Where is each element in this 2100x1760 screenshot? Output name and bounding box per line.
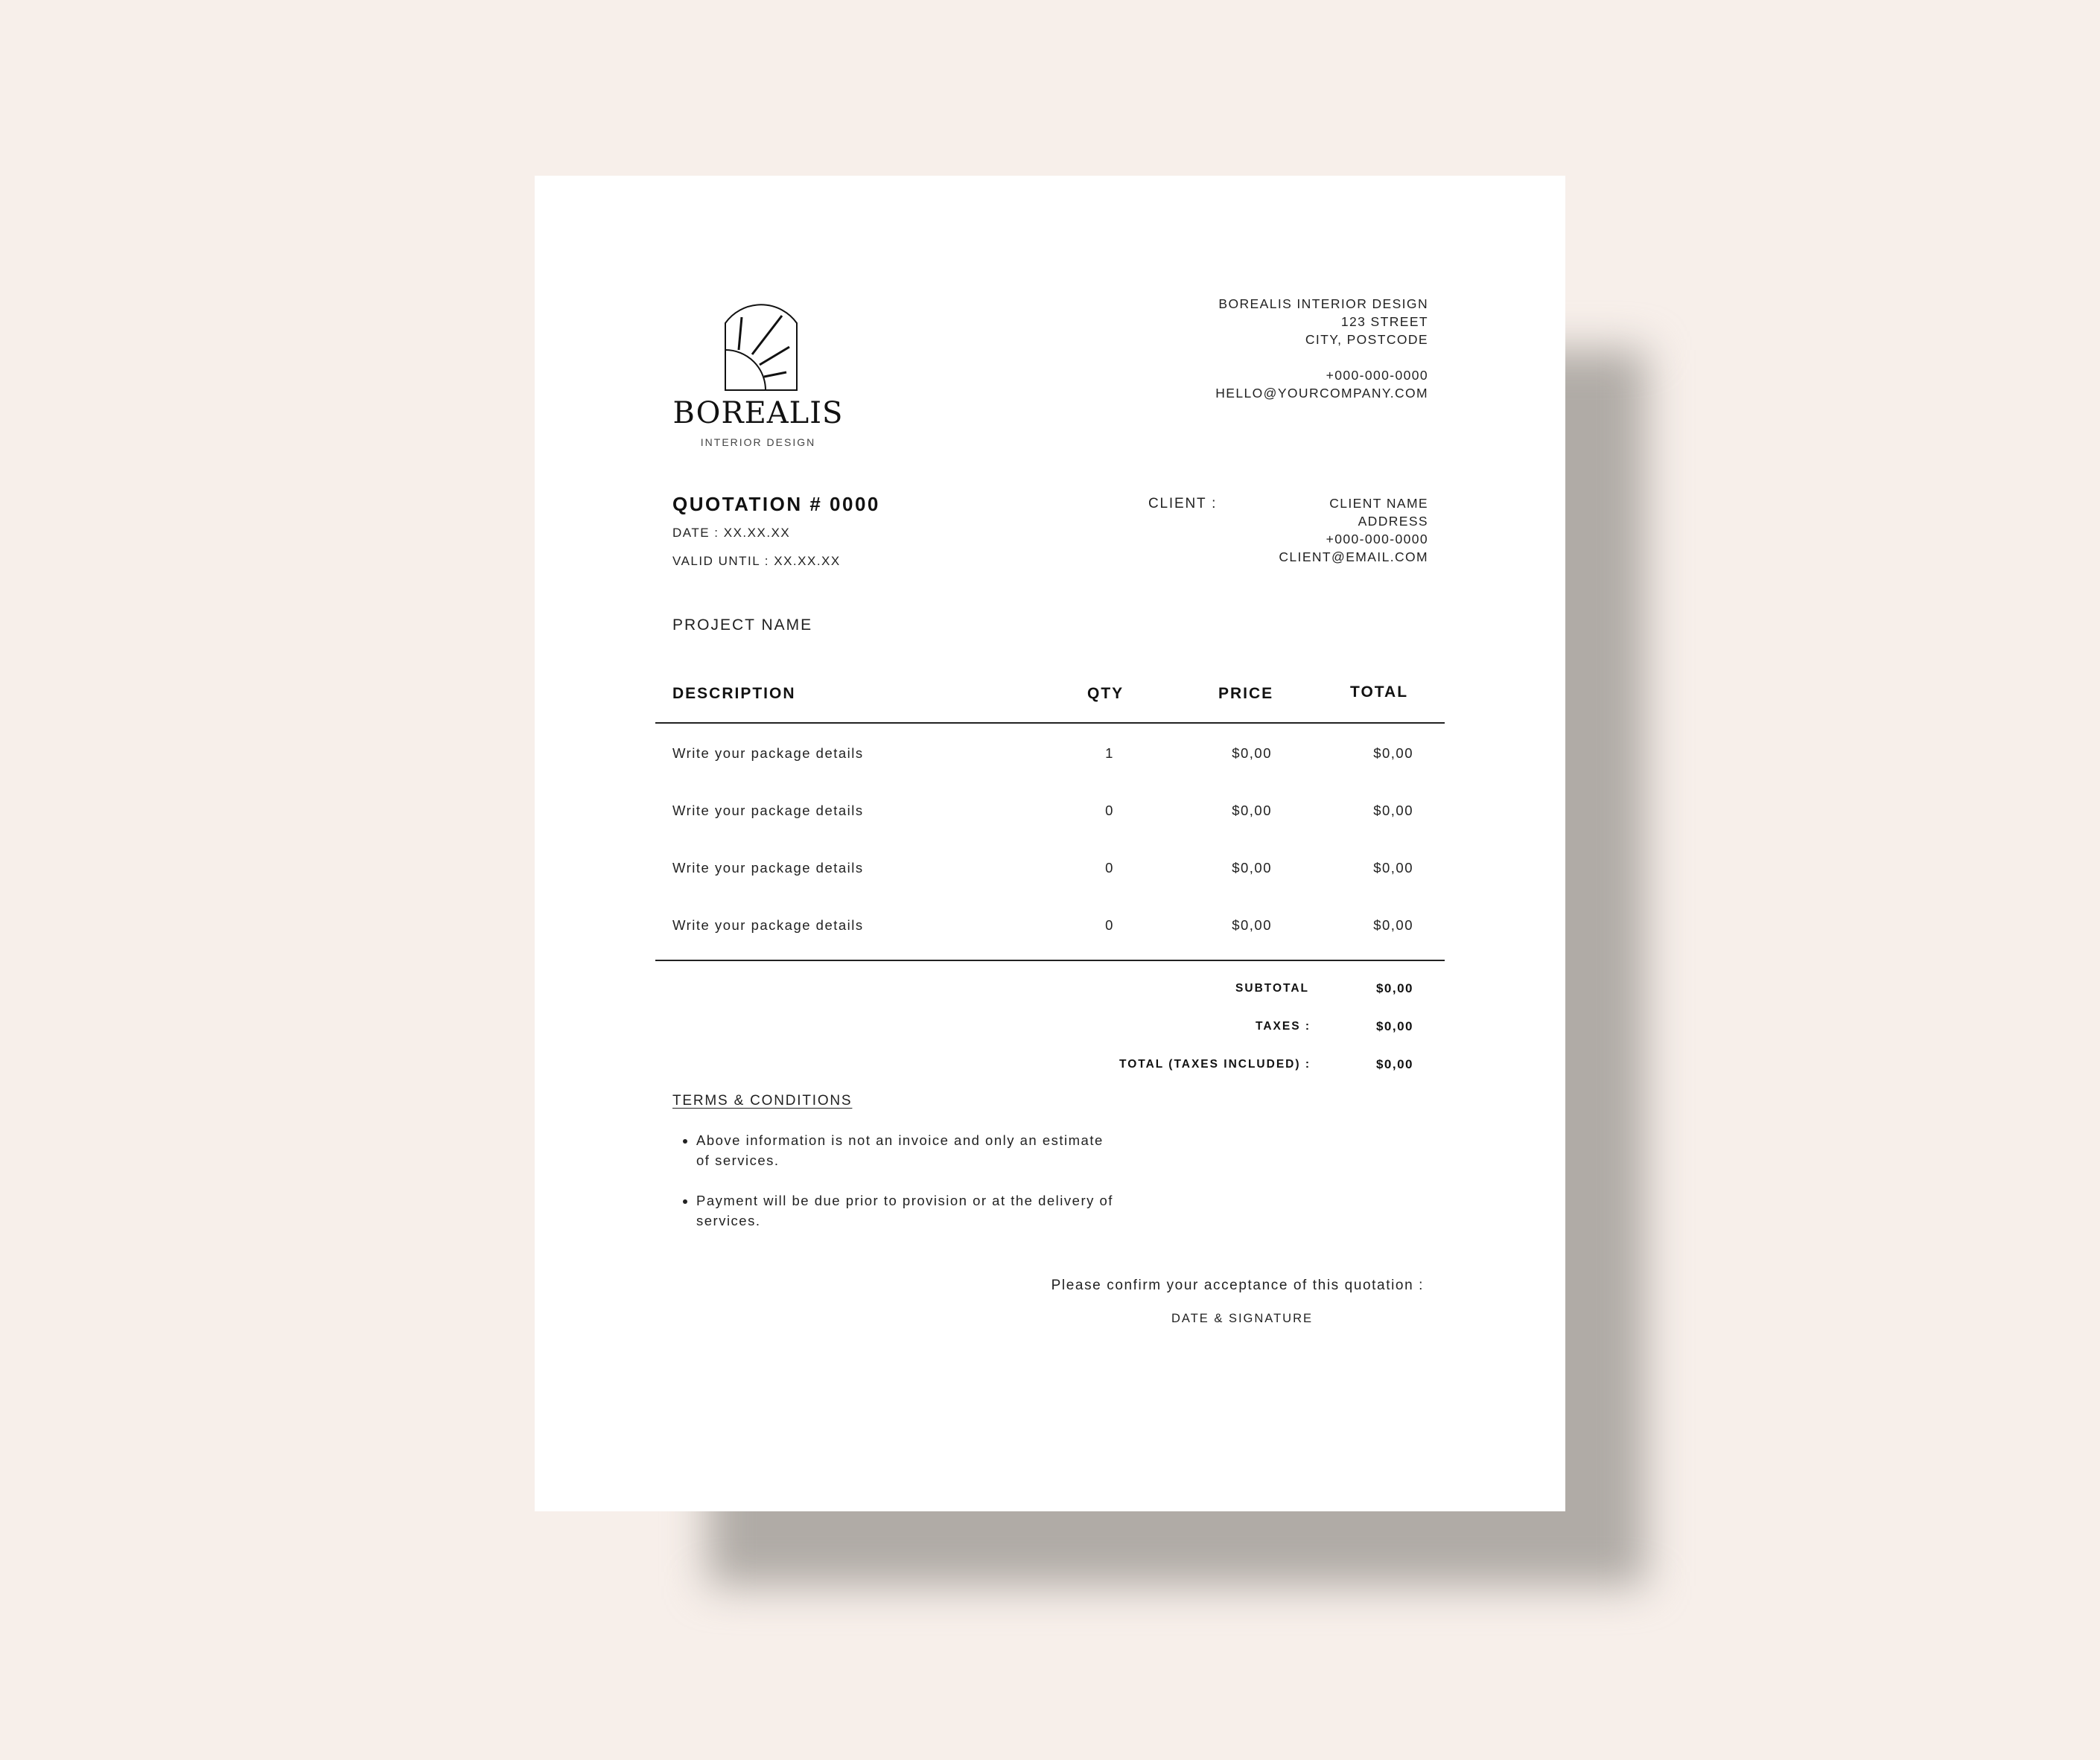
row-price: $0,00: [1232, 803, 1272, 818]
client-phone: +000-000-0000: [1326, 532, 1428, 546]
client-address: ADDRESS: [1358, 514, 1428, 529]
brand-tagline: INTERIOR DESIGN: [700, 436, 816, 448]
table-row: [535, 745, 1565, 768]
subtotal-label: SUBTOTAL: [1235, 982, 1309, 995]
client-name: CLIENT NAME: [1329, 496, 1428, 511]
row-qty: 0: [1105, 917, 1114, 933]
row-price: $0,00: [1232, 917, 1272, 933]
table-bottom-rule: [655, 960, 1445, 961]
row-total: $0,00: [1373, 860, 1413, 876]
terms-item: • Payment will be due prior to provision or at the delivery of services.: [696, 1190, 1113, 1231]
row-description: Write your package details: [672, 860, 864, 876]
table-top-rule: [655, 722, 1445, 724]
taxes-label: TAXES :: [1256, 1020, 1311, 1033]
row-qty: 0: [1105, 803, 1114, 818]
total-label: TOTAL (TAXES INCLUDED) :: [1119, 1058, 1311, 1071]
company-name: BOREALIS INTERIOR DESIGN: [1218, 296, 1428, 311]
header-description: DESCRIPTION: [672, 685, 796, 702]
header-price: PRICE: [1218, 685, 1274, 702]
row-price: $0,00: [1232, 745, 1272, 761]
header-total: TOTAL: [1350, 683, 1409, 701]
row-qty: 0: [1105, 860, 1114, 876]
subtotal-value: $0,00: [1375, 981, 1413, 995]
terms-list: [672, 1130, 1113, 1251]
quotation-number: QUOTATION # 0000: [672, 493, 880, 515]
arch-sunrise-icon: [709, 280, 806, 392]
header-qty: QTY: [1087, 685, 1124, 702]
row-total: $0,00: [1373, 803, 1413, 818]
row-qty: 1: [1105, 745, 1114, 761]
company-street: 123 STREET: [1340, 314, 1428, 329]
quotation-date: DATE : XX.XX.XX: [672, 526, 791, 540]
company-email: HELLO@YOURCOMPANY.COM: [1215, 386, 1428, 401]
table-row: [535, 803, 1565, 825]
quotation-page: [535, 176, 1565, 1511]
project-name: PROJECT NAME: [672, 616, 813, 634]
row-price: $0,00: [1232, 860, 1272, 876]
terms-item: • Above information is not an invoice and only an estimate of services.: [696, 1130, 1113, 1170]
company-city: CITY, POSTCODE: [1305, 332, 1428, 347]
row-description: Write your package details: [672, 917, 864, 933]
terms-title: TERMS & CONDITIONS: [672, 1093, 853, 1109]
signature-label: DATE & SIGNATURE: [1171, 1312, 1313, 1325]
client-email: CLIENT@EMAIL.COM: [1279, 549, 1428, 564]
quotation-valid-until: VALID UNTIL : XX.XX.XX: [672, 554, 841, 568]
confirmation-text: Please confirm your acceptance of this quotation :: [1051, 1278, 1424, 1293]
brand-name: BOREALIS: [672, 396, 844, 430]
table-row: [535, 860, 1565, 882]
row-description: Write your package details: [672, 745, 864, 761]
taxes-value: $0,00: [1375, 1019, 1413, 1033]
table-row: [535, 917, 1565, 940]
company-address-block: [1215, 295, 1428, 402]
company-phone: +000-000-0000: [1326, 368, 1428, 383]
row-description: Write your package details: [672, 803, 864, 818]
client-info-block: [1279, 494, 1428, 566]
row-total: $0,00: [1373, 917, 1413, 933]
row-total: $0,00: [1373, 745, 1413, 761]
total-value: $0,00: [1375, 1057, 1413, 1071]
client-label: CLIENT :: [1148, 496, 1218, 511]
